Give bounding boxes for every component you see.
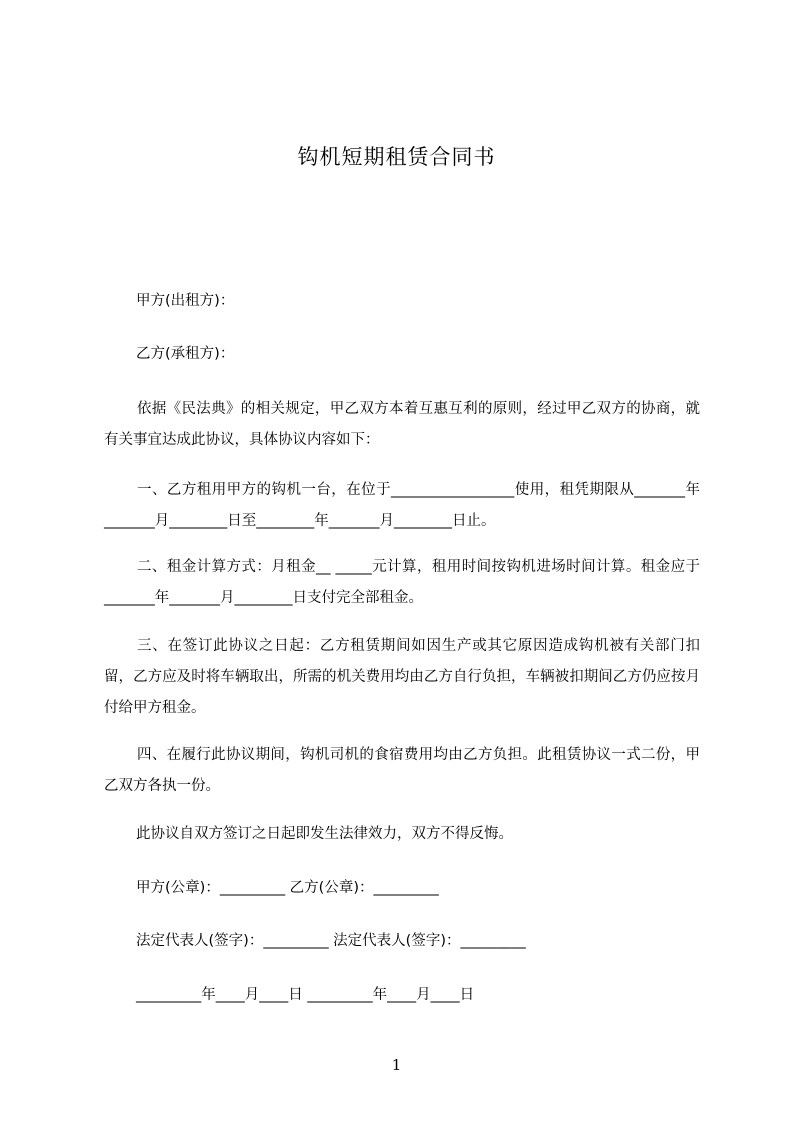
party-b-label: 乙方(承租方)：	[136, 346, 235, 362]
clause-1: 一、乙方租用甲方的钩机一台，在位于_________________使用，租凭期限从_______年_______月________日至________年_______月________日止。	[104, 482, 700, 529]
intro-paragraph: 依据《民法典》的相关规定，甲乙双方本着互惠互利的原则，经过甲乙双方的协商，就有关事宜达成此协议，具体协议内容如下：	[104, 401, 700, 448]
clause-2: 二、租金计算方式：月租金__ _____元计算，租用时间按钩机进场时间计算。租金应于_______年_______月________日支付完全部租金。	[104, 559, 700, 606]
page-number: 1	[391, 1056, 402, 1074]
clause-3: 三、在签订此协议之日起：乙方租赁期间如因生产或其它原因造成钩机被有关部门扣留，乙方应及时将车辆取出，所需的机关费用均由乙方自行负担，车辆被扣期间乙方仍应按月付给甲方租金。	[104, 638, 700, 716]
date-line: _________年____月____日 _________年____月____日	[136, 987, 475, 1003]
document-title: 钩机短期租赁合同书	[297, 145, 496, 169]
effect-statement: 此协议自双方签订之日起即发生法律效力，双方不得反悔。	[136, 826, 513, 842]
seal-line: 甲方(公章)：_________ 乙方(公章)：_________	[136, 880, 439, 896]
representative-line: 法定代表人(签字)：_________ 法定代表人(签字)：_________	[136, 933, 526, 949]
party-a-label: 甲方(出租方)：	[136, 293, 235, 309]
clause-4: 四、在履行此协议期间，钩机司机的食宿费用均由乙方负担。此租赁协议一式二份，甲乙双方各执一份。	[104, 747, 700, 794]
